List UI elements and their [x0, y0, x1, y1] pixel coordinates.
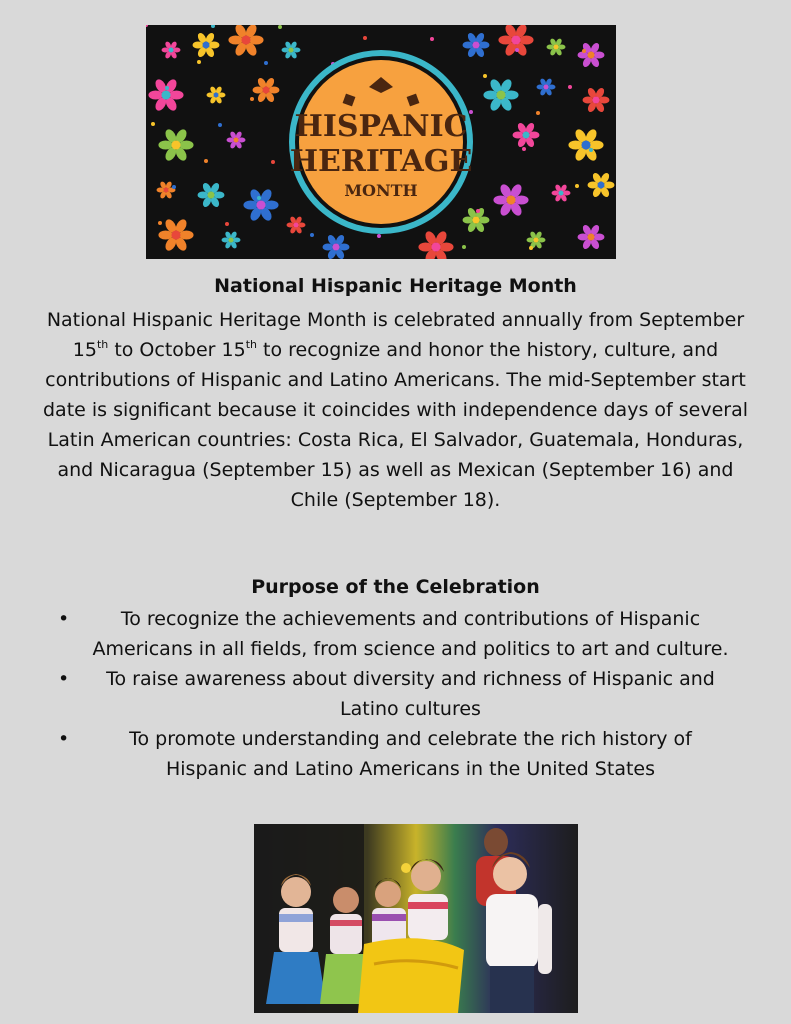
- bullet-icon: •: [58, 668, 70, 690]
- list-item: [40, 604, 751, 664]
- children-dancing-photo: [254, 824, 578, 1013]
- list-item: [40, 664, 751, 724]
- bullet-icon: •: [58, 608, 70, 630]
- list-item-text: To raise awareness about diversity and richness of Hispanic and Latino cultures: [106, 668, 715, 720]
- intro-text-3: to recognize and honor the history, culture, and contributions of Hispanic and Latino Americans. The mid-September start date is significant because it coincides with independence days of several Latin American countries: Costa Rica, El Salvador, Guatemala, Honduras, and Nicaragua (September 15) as well as Mexican (September 16) and Chile (September 18).: [42, 339, 748, 511]
- intro-paragraph: [40, 305, 751, 515]
- banner-title-line2: HERITAGE: [289, 144, 473, 179]
- intro-text-2: to October 15: [108, 339, 246, 361]
- floral-pattern-icon: [146, 25, 616, 259]
- list-item: [40, 724, 751, 784]
- hispanic-heritage-banner: [146, 25, 616, 259]
- banner-title-line1: HISPANIC: [294, 109, 468, 144]
- intro-superscript-1: th: [96, 337, 109, 351]
- banner-title-line3: MONTH: [344, 181, 418, 200]
- intro-text-1: National Hispanic Heritage Month is celebrated annually from September 15: [46, 309, 745, 361]
- children-dancing-icon: [254, 824, 578, 1013]
- bullet-icon: •: [58, 728, 70, 750]
- list-item-text: To promote understanding and celebrate the rich history of Hispanic and Latino Americans in the United States: [129, 728, 692, 780]
- intro-superscript-2: th: [245, 337, 257, 351]
- purpose-list: [40, 604, 751, 784]
- section-title-heritage-month: National Hispanic Heritage Month: [214, 275, 577, 297]
- list-item-text: To recognize the achievements and contributions of Hispanic Americans in all fields, from science and politics to art and culture.: [92, 608, 729, 660]
- section-title-purpose: Purpose of the Celebration: [251, 576, 540, 598]
